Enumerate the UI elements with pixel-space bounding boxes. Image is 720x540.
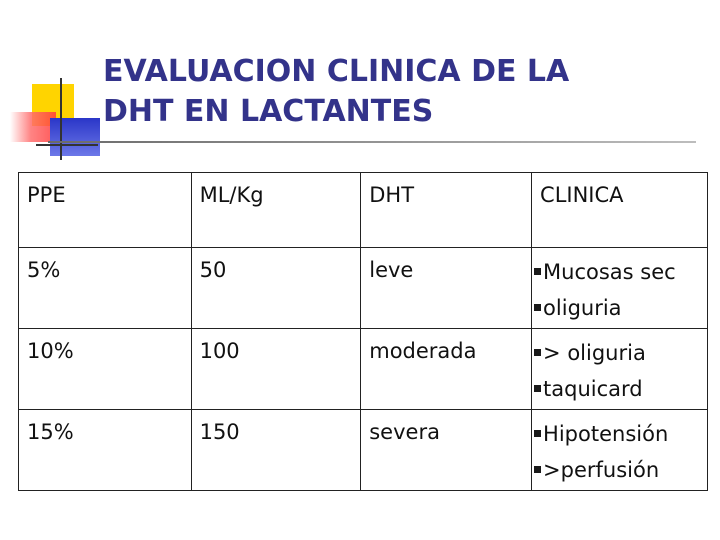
bullet-item: [540, 254, 699, 290]
square-bullet-icon: [534, 430, 541, 437]
header-ppe: PPE: [19, 173, 192, 248]
cell-ppe: 10%: [19, 329, 192, 410]
table-header-row: [19, 173, 708, 248]
square-bullet-icon: [534, 268, 541, 275]
slide-title: [103, 52, 569, 132]
title-divider: [48, 141, 696, 143]
square-bullet-icon: [534, 385, 541, 392]
bullet-text: > oliguria: [543, 341, 646, 365]
clinica-bullet-list: [540, 335, 699, 407]
header-clinica: CLINICA: [532, 173, 708, 248]
slide-title-line-2: DHT EN LACTANTES: [103, 94, 434, 129]
clinical-table: [18, 172, 708, 491]
bullet-text: taquicard: [543, 377, 643, 401]
header-dht: DHT: [361, 173, 532, 248]
logo-vertical-line: [60, 78, 62, 160]
bullet-text: Mucosas sec: [543, 260, 676, 284]
bullet-item: [540, 335, 699, 371]
cell-clinica: [532, 248, 708, 329]
clinica-bullet-list: [540, 416, 699, 488]
cell-clinica: [532, 329, 708, 410]
bullet-item: [540, 290, 699, 326]
clinica-bullet-list: [540, 254, 699, 326]
table-row: [19, 248, 708, 329]
cell-ml: 50: [191, 248, 361, 329]
cell-dht: leve: [361, 248, 532, 329]
bullet-item: [540, 416, 699, 452]
cell-ml: 150: [191, 410, 361, 491]
bullet-text: oliguria: [543, 296, 622, 320]
cell-ppe: 5%: [19, 248, 192, 329]
cell-ml: 100: [191, 329, 361, 410]
header-ml-kg: ML/Kg: [191, 173, 361, 248]
cell-ppe: 15%: [19, 410, 192, 491]
bullet-item: [540, 452, 699, 488]
square-bullet-icon: [534, 304, 541, 311]
logo-horizontal-line: [36, 144, 98, 146]
bullet-text: Hipotensión: [543, 422, 669, 446]
bullet-text: >perfusión: [543, 458, 660, 482]
bullet-item: [540, 371, 699, 407]
table-row: [19, 329, 708, 410]
square-bullet-icon: [534, 349, 541, 356]
slide-title-line-1: EVALUACION CLINICA DE LA: [103, 54, 570, 89]
square-bullet-icon: [534, 466, 541, 473]
logo-blue-square: [50, 118, 100, 156]
cell-dht: severa: [361, 410, 532, 491]
slide-logo: [0, 0, 110, 170]
cell-clinica: [532, 410, 708, 491]
cell-dht: moderada: [361, 329, 532, 410]
table-row: [19, 410, 708, 491]
